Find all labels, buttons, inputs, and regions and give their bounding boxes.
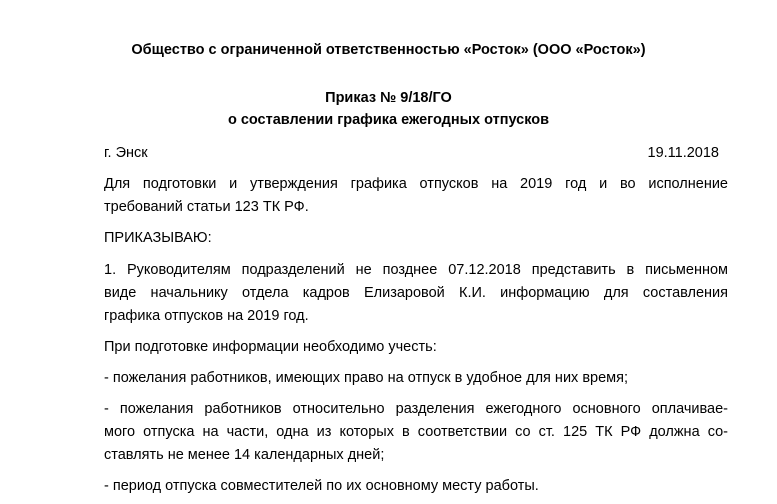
intro-line-2: требований статьи 123 ТК РФ.: [104, 199, 309, 215]
bullet-2-line-1: - пожелания работников относительно разделения ежегодного основного оплачивае-: [104, 401, 728, 417]
city: г. Энск: [104, 145, 148, 161]
item1-line-2: виде начальнику отдела кадров Елизаровой К.И. информацию для составления: [104, 285, 728, 301]
bullet-2-line-2: мого отпуска на части, одна из которых в соответствии со ст. 125 ТК РФ должна со-: [104, 424, 728, 440]
order-title: Приказ № 9/18/ГО: [325, 90, 452, 106]
order-date: 19.11.2018: [647, 145, 719, 161]
bullet-2-line-3: ставлять не менее 14 календарных дней;: [104, 447, 385, 463]
consider-intro: При подготовке информации необходимо учесть:: [104, 339, 437, 355]
bullet-1: - пожелания работников, имеющих право на отпуск в удобное для них время;: [104, 370, 629, 386]
bullet-3: - период отпуска совместителей по их основному месту работы.: [104, 478, 539, 494]
organization-name: Общество с ограниченной ответственностью «Росток» (ООО «Росток»): [131, 42, 646, 58]
item1-line-3: графика отпусков на 2019 год.: [104, 308, 309, 324]
order-word: ПРИКАЗЫВАЮ:: [104, 230, 212, 246]
order-subject: о составлении графика ежегодных отпусков: [227, 112, 550, 128]
intro-line-1: Для подготовки и утверждения графика отпусков на 2019 год и во исполнение: [104, 176, 728, 192]
item1-line-1: 1. Руководителям подразделений не позднее 07.12.2018 представить в письменном: [104, 262, 728, 278]
